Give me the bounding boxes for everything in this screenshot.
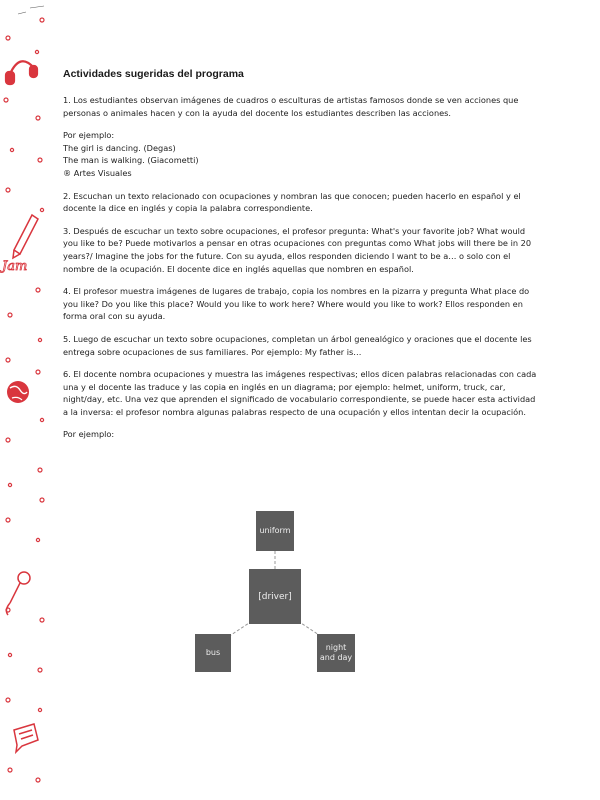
paragraph-3: 3. Después de escuchar un texto sobre ocupaciones, el profesor pregunta: What's your favorite job? What would you like to be? Puede motivarlos a pensar en otras ocupaciones con preguntas como What jobs will there be in 20 years?/ Imagine the jobs for the future. Con su ayuda, ellos responden diciendo I want to be a… o solo con el nombre de la ocupación. El docente dice en inglés aquellas que nombren en español. <box>63 225 532 274</box>
example-block-1 <box>63 129 541 179</box>
example-label: Por ejemplo: <box>63 130 115 141</box>
jam-lettering: Jam <box>2 259 28 274</box>
example-line: The man is walking. (Giacometti) <box>63 155 199 166</box>
vocabulary-diagram <box>190 505 365 680</box>
diagram-node-night-and-day: night and day <box>317 634 355 672</box>
diagram-node-bus: bus <box>195 634 231 672</box>
diagram-node-driver: [driver] <box>249 569 301 624</box>
paragraph-5: 5. Luego de escuchar un texto sobre ocupaciones, completan un árbol genealógico y oraciones que el docente les entrega sobre ocupaciones de sus familiares. Por ejemplo: My father is… <box>63 333 532 357</box>
example-line: The girl is dancing. (Degas) <box>63 142 176 153</box>
paragraph-6: 6. El docente nombra ocupaciones y muestra las imágenes respectivas; ellos dicen palabras relacionadas con cada una y el docente las traduce y las copia en inglés en un diagrama; por ejemplo: helmet, uniform, truck, car, night/day, etc. Una vez que aprenden el significado de vocabulario correspondiente, se puede hacer esta actividad a la inversa: el profesor nombra algunas palabras respecto de una ocupación y ellos intentan decir la ocupación. <box>63 369 537 417</box>
paragraph-4: 4. El profesor muestra imágenes de lugares de trabajo, copia los nombres en la pizarra y pregunta What place do you like? Do you like this place? Would you like to work here? Where would you like to work? Ellos responden en forma oral con su ayuda. <box>63 286 530 322</box>
globe-icon <box>7 381 29 403</box>
content-area <box>63 68 541 451</box>
page-title: Actividades sugeridas del programa <box>63 68 244 80</box>
decorative-margin <box>0 0 50 800</box>
example-line: ® Artes Visuales <box>63 167 132 178</box>
speech-bubble-icon <box>14 724 38 752</box>
example-label-2: Por ejemplo: <box>63 429 115 440</box>
paragraph-1: 1. Los estudiantes observan imágenes de cuadros o esculturas de artistas famosos donde se ven acciones que personas o animales hacen y con la ayuda del docente los estudiantes describen las acciones. <box>63 95 519 118</box>
diagram-node-uniform: uniform <box>256 511 294 551</box>
pencil-icon <box>13 215 38 258</box>
headphones-icon <box>6 61 37 84</box>
paragraph-2: 2. Escuchan un texto relacionado con ocupaciones y nombran las que conocen; pueden hacerlo en español y el docente la dice en inglés y copia la palabra correspondiente. <box>63 190 521 214</box>
